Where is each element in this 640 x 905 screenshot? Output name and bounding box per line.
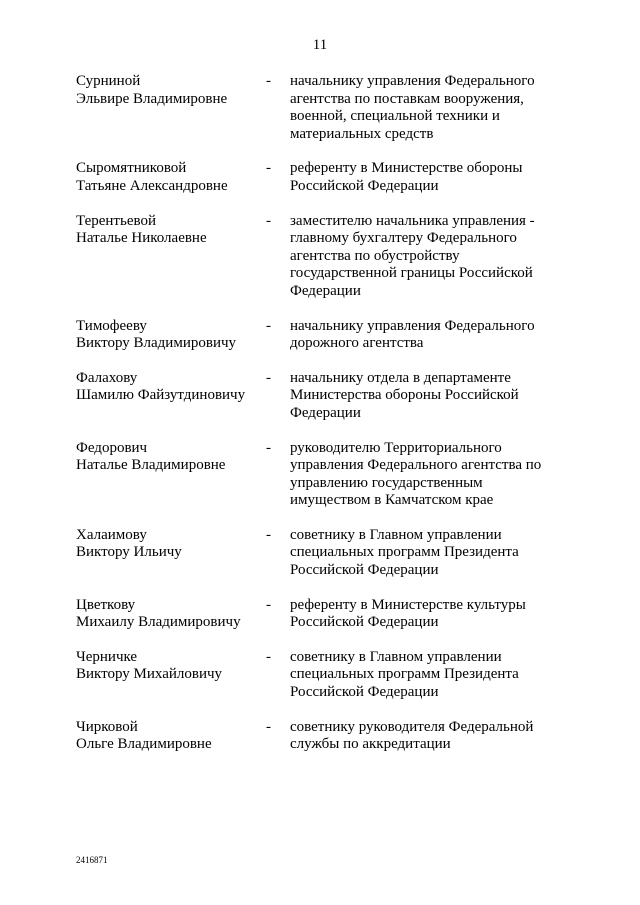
person-name [76, 370, 266, 405]
name-line: Терентьевой [76, 212, 156, 229]
person-name [76, 213, 266, 248]
list-item [76, 649, 576, 702]
separator-dash: - [266, 160, 271, 177]
position-line: советнику руководителя Федеральной [290, 718, 534, 735]
position-line: агентства по обустройству [290, 247, 460, 264]
position-line: агентства по поставкам вооружения, [290, 90, 524, 107]
position-title [290, 318, 550, 353]
person-name [76, 440, 266, 475]
position-line: Российской Федерации [290, 614, 439, 631]
name-line: Виктору Владимировичу [76, 335, 237, 352]
list-item [76, 213, 576, 301]
list-item [76, 527, 576, 580]
position-line: главному бухгалтеру Федерального [290, 230, 517, 247]
position-line: государственной границы Российской [290, 265, 533, 282]
person-name [76, 527, 266, 562]
separator-dash: - [266, 718, 271, 735]
name-line: Татьяне Александровне [76, 177, 228, 194]
name-line: Черничке [76, 648, 138, 665]
list-item [76, 440, 576, 510]
position-line: начальнику управления Федерального [290, 317, 535, 334]
position-line: Министерства обороны Российской [290, 387, 519, 404]
position-title [290, 527, 550, 580]
name-line: Виктору Михайловичу [76, 666, 223, 683]
separator-dash: - [266, 439, 271, 456]
document-code: 2416871 [76, 855, 108, 865]
person-name [76, 160, 266, 195]
position-title [290, 213, 550, 301]
separator-dash: - [266, 648, 271, 665]
person-name [76, 318, 266, 353]
list-item [76, 160, 576, 195]
name-line: Фалахову [76, 369, 138, 386]
position-line: Российской Федерации [290, 177, 439, 194]
person-name [76, 73, 266, 108]
position-line: руководителю Территориального [290, 439, 502, 456]
list-item [76, 318, 576, 353]
position-title [290, 597, 550, 632]
name-line: Шамилю Файзутдиновичу [76, 387, 246, 404]
position-title [290, 440, 550, 510]
position-line: Российской Федерации [290, 684, 439, 701]
name-line: Цветкову [76, 596, 136, 613]
name-line: Халаимову [76, 526, 147, 543]
position-line: Федерации [290, 282, 361, 299]
name-line: Наталье Владимировне [76, 457, 226, 474]
position-line: имуществом в Камчатском крае [290, 492, 494, 509]
position-line: материальных средств [290, 125, 434, 142]
position-line: советнику в Главном управлении [290, 648, 502, 665]
position-line: начальнику управления Федерального [290, 73, 535, 89]
position-line: Российской Федерации [290, 562, 439, 579]
person-name [76, 597, 266, 632]
position-line: специальных программ Президента [290, 666, 519, 683]
position-line: службы по аккредитации [290, 736, 451, 753]
list-item [76, 597, 576, 632]
name-line: Чирковой [76, 718, 138, 735]
position-line: начальнику отдела в департаменте [290, 369, 511, 386]
list-item [76, 370, 576, 423]
position-title [290, 719, 550, 754]
position-title [290, 649, 550, 702]
position-title [290, 370, 550, 423]
separator-dash: - [266, 526, 271, 543]
separator-dash: - [266, 73, 271, 89]
position-line: управлению государственным [290, 474, 483, 491]
position-title [290, 160, 550, 195]
position-line: специальных программ Президента [290, 544, 519, 561]
entry-list [76, 73, 576, 754]
name-line: Ольге Владимировне [76, 736, 212, 753]
name-line: Федорович [76, 439, 148, 456]
position-line: военной, специальной техники и [290, 108, 500, 125]
separator-dash: - [266, 596, 271, 613]
name-line: Сыромятниковой [76, 160, 187, 177]
separator-dash: - [266, 369, 271, 386]
person-name [76, 719, 266, 754]
position-line: заместителю начальника управления - [290, 212, 535, 229]
list-item [76, 719, 576, 754]
separator-dash: - [266, 317, 271, 334]
position-title [290, 73, 550, 143]
name-line: Сурниной [76, 73, 141, 89]
page-number: 11 [312, 37, 328, 53]
position-line: управления Федерального агентства по [290, 457, 542, 474]
name-line: Михаилу Владимировичу [76, 614, 241, 631]
position-line: дорожного агентства [290, 335, 424, 352]
position-line: референту в Министерстве культуры [290, 596, 526, 613]
name-line: Эльвире Владимировне [76, 90, 228, 107]
name-line: Тимофееву [76, 317, 147, 334]
name-line: Наталье Николаевне [76, 230, 207, 247]
position-line: Федерации [290, 404, 361, 421]
list-item [76, 73, 576, 143]
position-line: референту в Министерстве обороны [290, 160, 523, 177]
person-name [76, 649, 266, 684]
name-line: Виктору Ильичу [76, 544, 182, 561]
position-line: советнику в Главном управлении [290, 526, 502, 543]
separator-dash: - [266, 212, 271, 229]
